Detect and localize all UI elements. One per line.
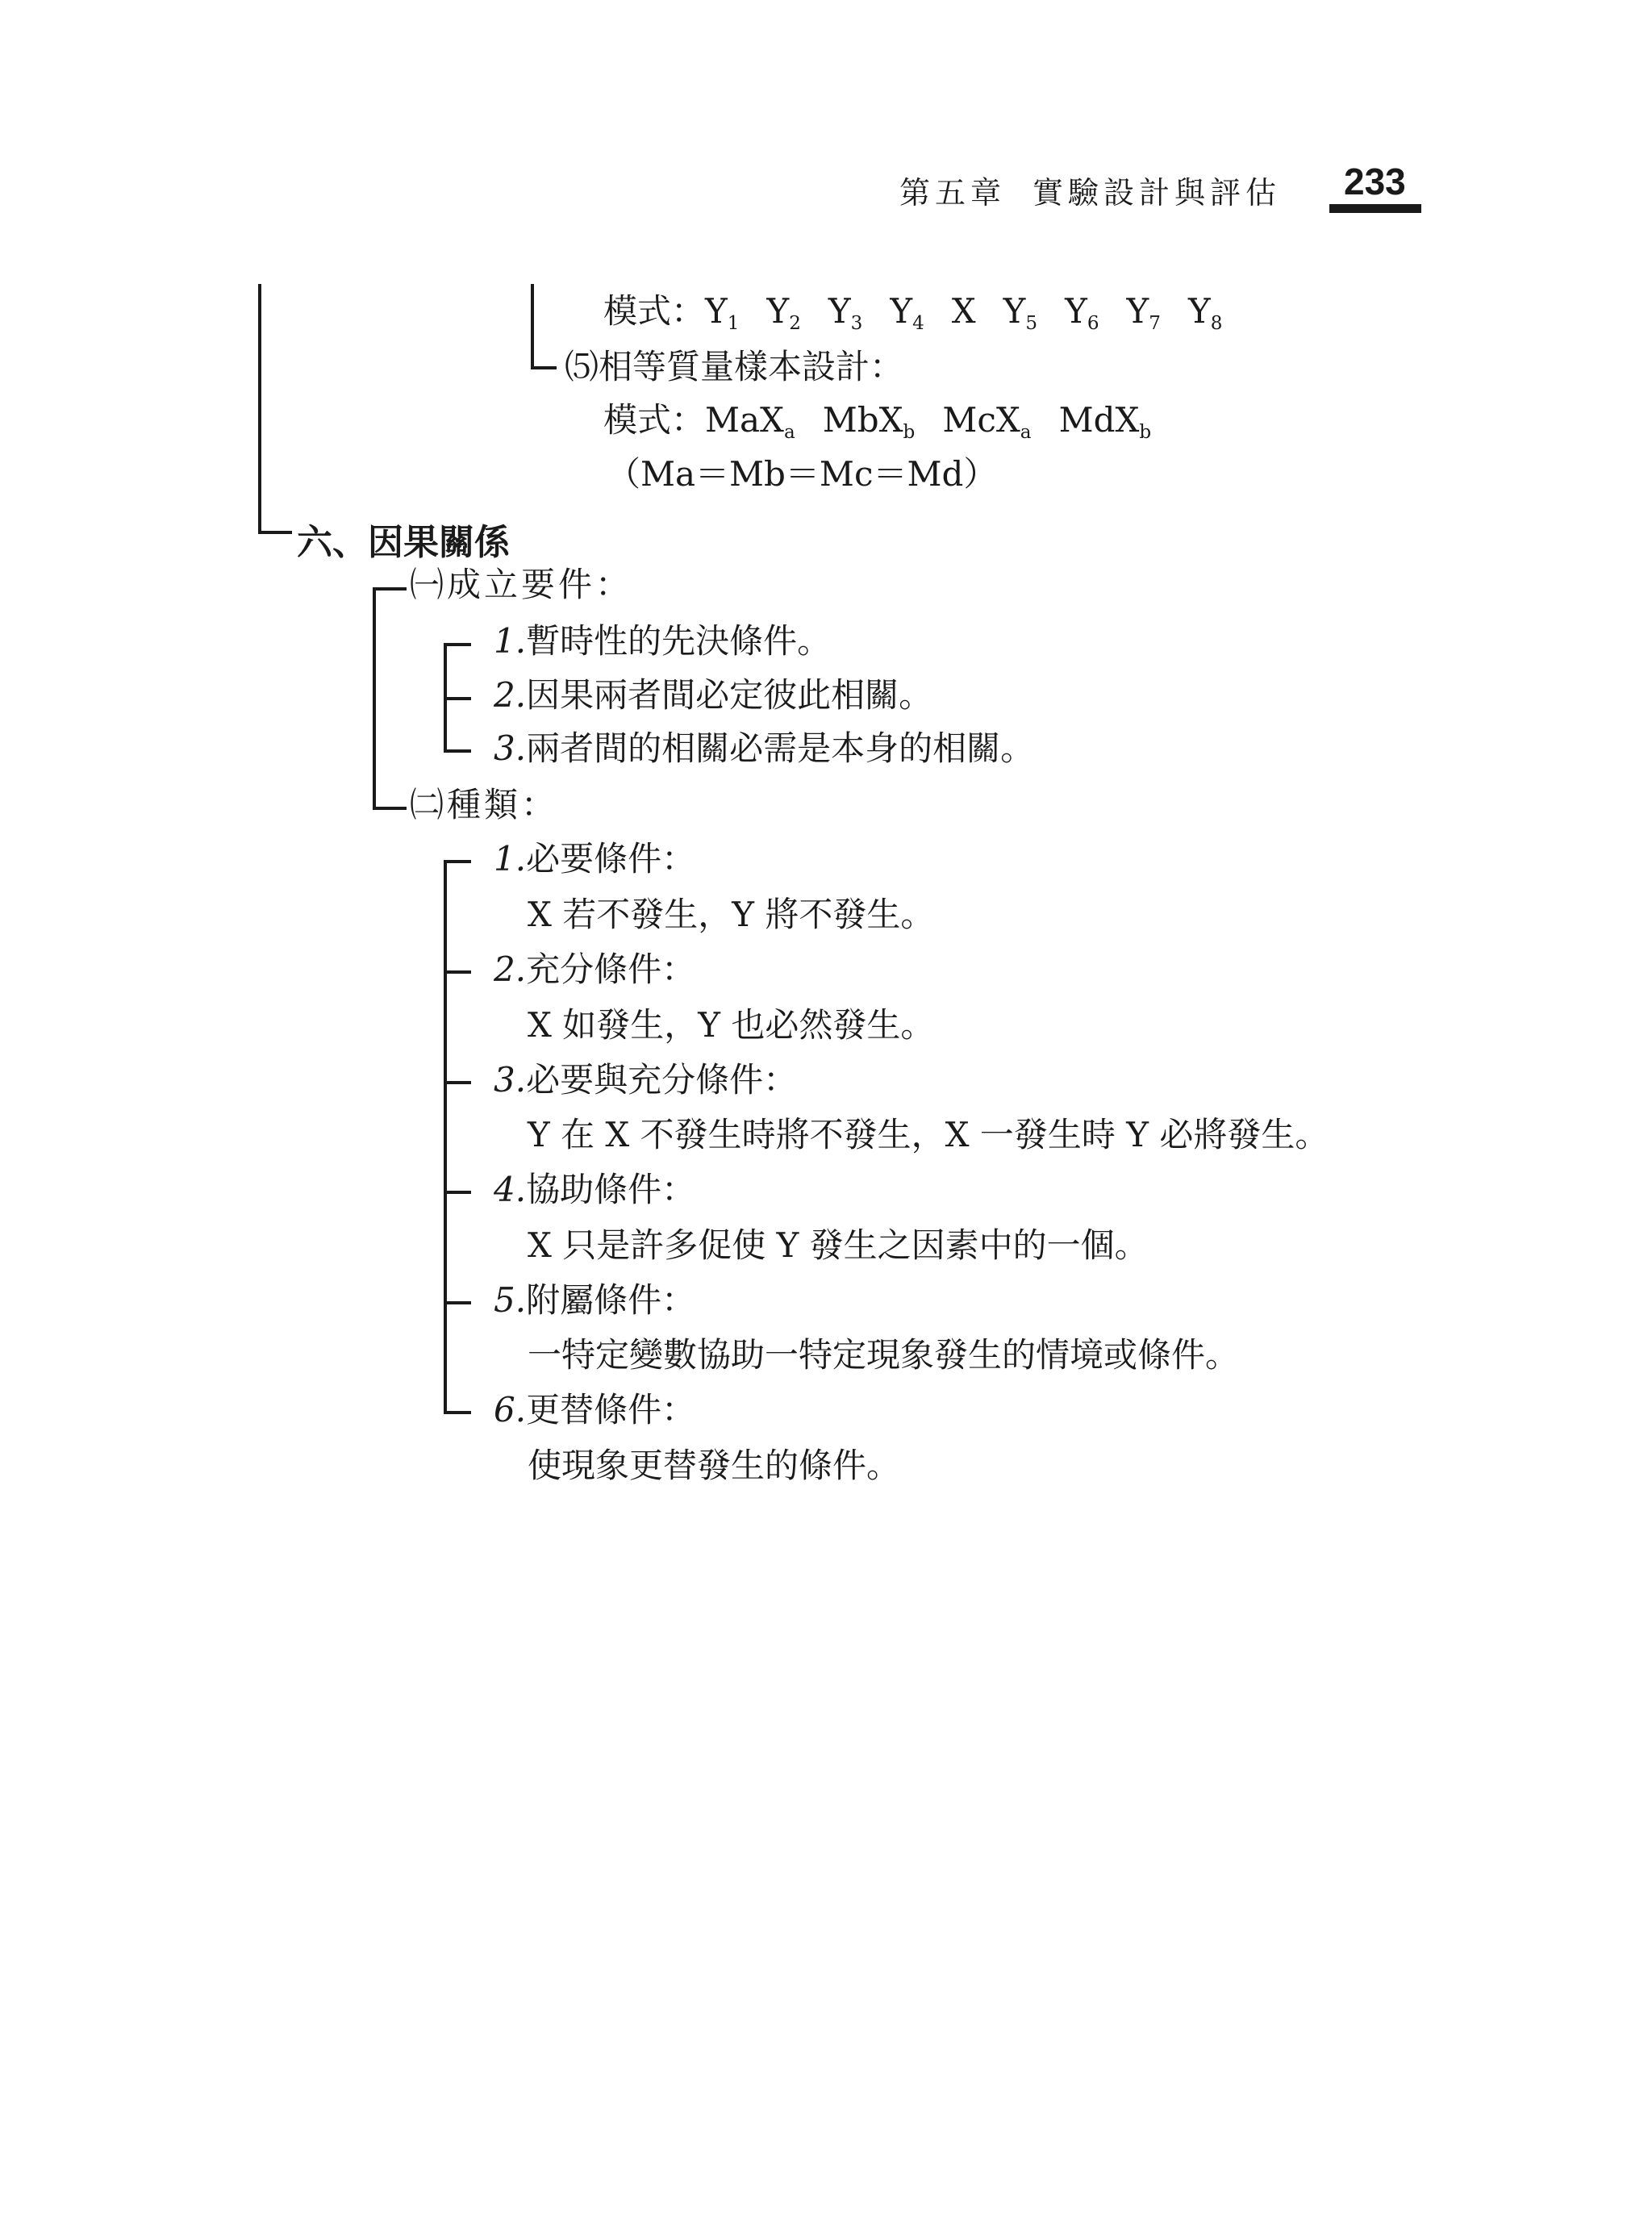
outer-bracket-line [258,284,261,534]
sub2-item3-tick [444,1081,471,1084]
model-term-subscript: 8 [1210,313,1223,335]
model2-term-base: MbX [822,400,903,440]
sub2-item-1-heading [494,839,696,879]
sub2-item-6-desc: 使現象更替發生的條件。 [528,1446,901,1485]
model-term [766,291,801,335]
item5-bracket-line [531,284,534,369]
sub2-item-6-number: 6. [494,1390,527,1429]
model-term-subscript: 1 [727,313,740,335]
sub2-items-bracket-line [444,860,447,1414]
sub1-title: 成立要件： [447,565,633,604]
model2-term [822,400,916,444]
model-term-subscript: 2 [789,313,801,335]
item5-bracket-tick [531,366,557,369]
sub2-item-1-desc: X 若不發生，Y 將不發生。 [528,895,935,934]
model2-term-subscript: b [1139,422,1152,444]
page-number: 233 [1344,161,1406,202]
sub1-bracket-tick [373,587,407,591]
sub2-item-4-number: 4. [494,1170,527,1209]
sub2-title: 種類： [447,785,559,824]
model-line-1 [603,291,1223,335]
sub1-item-3 [494,728,1035,768]
model2-term-base: McX [942,400,1020,440]
model2-term-base: MdX [1058,400,1140,440]
model-line-2 [603,400,1152,444]
sub2-item1-tick [444,860,471,863]
sub1-item1-tick [444,643,471,646]
sub1-item3-tick [444,749,471,753]
model2-term [1058,400,1152,444]
model-term-base: Y [890,291,913,331]
model-term [952,291,976,331]
sub1-item-3-number: 3. [494,728,527,768]
outer-bracket-tick [258,531,292,534]
sub1-heading [410,565,633,604]
sub2-item-4-heading [494,1170,696,1209]
section-heading: 六、因果關係 [297,522,510,563]
model-term [828,291,863,335]
model-term [1003,291,1038,335]
sub1-item-1 [494,621,832,661]
sub2-item-6-heading [494,1390,696,1429]
model-term-subscript: 7 [1149,313,1161,335]
sub2-item-5-number: 5. [494,1280,527,1320]
sub2-item-5-desc: 一特定變數協助一特定現象發生的情境或條件。 [528,1335,1240,1375]
sub1-item-2-text: 因果兩者間必定彼此相關。 [526,675,933,715]
model2-term-subscript: b [903,422,916,444]
sub1-item-1-text: 暫時性的先決條件。 [526,621,832,661]
model-term [705,291,740,335]
sub2-item-2-desc: X 如發生，Y 也必然發生。 [528,1005,935,1045]
model-term-base: Y [1065,291,1087,331]
model-term-base: Y [766,291,790,331]
sub-bracket-line [373,587,376,810]
sub1-item-2 [494,675,933,715]
item5-heading [565,347,904,386]
page-number-underline [1329,204,1421,213]
sub2-item-1-number: 1. [494,839,527,879]
model-term [890,291,924,335]
model-term-base: Y [1003,291,1026,331]
sub2-item2-tick [444,970,471,974]
sub2-item-3-desc: Y 在 X 不發生時將不發生，X 一發生時 Y 必將發生。 [528,1115,1329,1154]
sub2-item-2-number: 2. [494,949,527,989]
sub2-item5-tick [444,1301,471,1304]
sub2-item6-tick [444,1411,471,1414]
sub2-marker: ㈡ [410,785,448,824]
model-sequence [705,291,1223,335]
sub2-bracket-tick [373,807,407,810]
sub2-item-3-title: 必要與充分條件： [526,1060,798,1100]
model-term [1065,291,1099,335]
running-header-title: 實驗設計與評估 [1032,175,1282,211]
sub2-item-5-title: 附屬條件： [526,1280,696,1320]
equality-line: （Ma＝Mb＝Mc＝Md） [607,454,998,494]
model2-term-subscript: a [1020,422,1032,444]
model-term-base: Y [1187,291,1211,331]
model-term-subscript: 6 [1087,313,1099,335]
model-term-subscript: 3 [850,313,863,335]
sub2-item-3-number: 3. [494,1060,527,1100]
sub2-item-5-heading [494,1280,696,1320]
model2-term-base: MaX [705,400,784,440]
sub2-item4-tick [444,1191,471,1194]
model-label: 模式： [603,291,706,331]
model-term-subscript: 5 [1025,313,1038,335]
sub2-item-6-title: 更替條件： [526,1390,696,1429]
model2-sequence [705,400,1152,444]
model2-term-subscript: a [783,422,795,444]
sub2-item-1-title: 必要條件： [526,839,696,879]
model-term [1187,291,1223,335]
model-term-base: Y [705,291,728,331]
sub1-item-1-number: 1. [494,621,527,661]
sub2-item-4-title: 協助條件： [526,1170,696,1209]
item5-marker: ⑸ [565,347,599,386]
sub2-heading [410,785,559,824]
sub1-marker: ㈠ [410,565,448,604]
model-term-base: X [951,291,976,331]
sub2-item-3-heading [494,1060,798,1100]
model2-term [705,400,795,444]
model-term [1126,291,1161,335]
model-term-subscript: 4 [912,313,924,335]
item5-title: 相等質量樣本設計： [599,347,904,386]
sub1-item-3-text: 兩者間的相關必需是本身的相關。 [526,728,1035,768]
model-term-base: Y [1126,291,1149,331]
model2-term [942,400,1032,444]
model2-label: 模式： [603,400,706,440]
running-header-chapter: 第五章 [899,175,1007,211]
sub2-item-2-heading [494,949,696,989]
sub1-item-2-number: 2. [494,675,527,715]
model-term-base: Y [828,291,851,331]
sub1-item2-tick [444,697,471,700]
sub2-item-2-title: 充分條件： [526,949,696,989]
sub2-item-4-desc: X 只是許多促使 Y 發生之因素中的一個。 [528,1225,1149,1265]
